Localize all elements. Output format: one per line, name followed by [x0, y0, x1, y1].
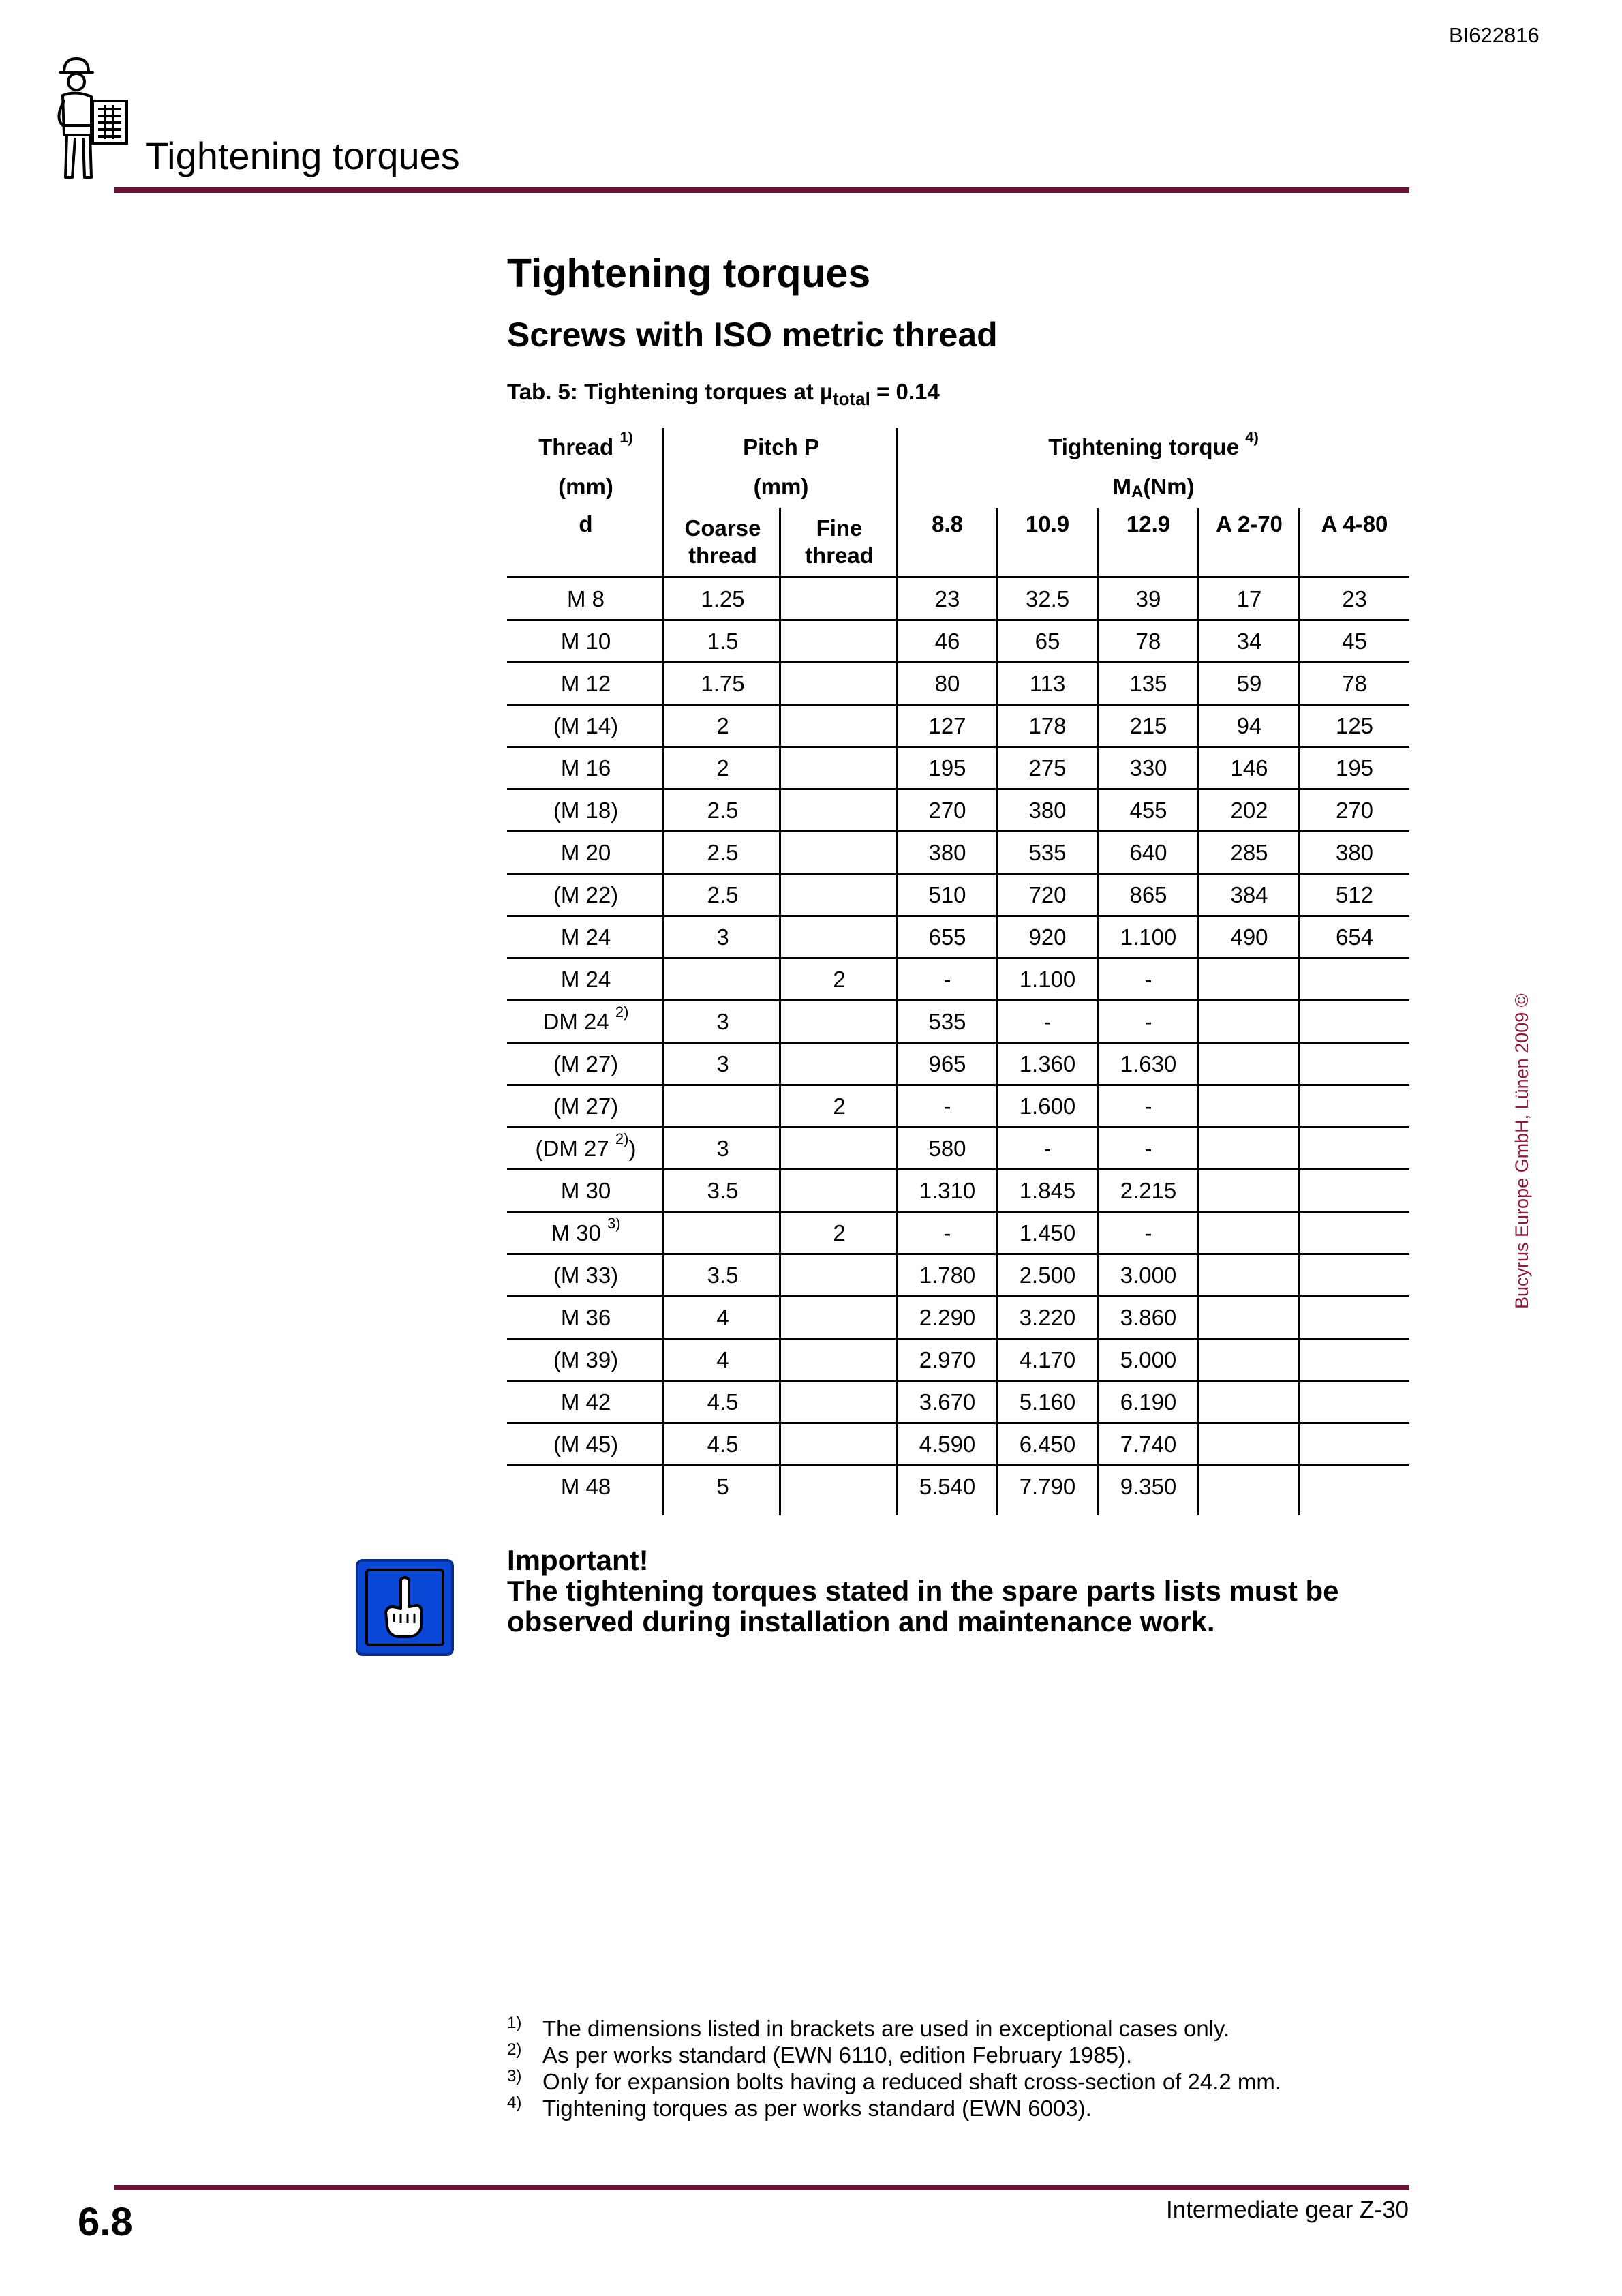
cell-grade-a4-80 [1300, 1128, 1409, 1170]
cell-grade-8-8: 655 [928, 924, 966, 950]
thread-note: 3) [607, 1215, 621, 1232]
cell-thread [507, 705, 664, 747]
cell-grade-a2-70: 17 [1236, 586, 1262, 611]
cell-grade-12-9: 1.630 [1120, 1051, 1177, 1076]
thread-size: M 10 [560, 629, 611, 654]
cell-grade-10-9: 1.450 [1019, 1220, 1076, 1245]
cell-thread [507, 1297, 664, 1339]
cell-coarse: 2 [716, 713, 729, 738]
header-pitch-unit: (mm) [753, 474, 809, 499]
cell-grade-a4-80 [1300, 1423, 1409, 1466]
cell-grade-12-9: - [1144, 967, 1152, 992]
cell-grade-12-9: 78 [1135, 629, 1161, 654]
footnote-text: The dimensions listed in brackets are used in exceptional cases only. [542, 2016, 1230, 2041]
cell-grade-a4-80 [1300, 1043, 1409, 1085]
cell-thread [507, 789, 664, 832]
cell-fine [781, 1043, 898, 1085]
footnote [507, 2068, 1281, 2095]
cell-coarse: 3 [716, 1051, 729, 1076]
thread-size: (M 14) [553, 713, 619, 738]
cell-grade-10-9: 113 [1029, 671, 1066, 696]
cell-coarse: 4 [716, 1347, 729, 1372]
cell-fine [781, 1170, 898, 1212]
cell-fine [781, 916, 898, 958]
cell-grade-a2-70 [1199, 1466, 1300, 1508]
caption-suffix: = 0.14 [870, 379, 940, 404]
cell-coarse: 2.5 [707, 840, 739, 865]
page-number: 6.8 [78, 2200, 133, 2244]
cell-grade-8-8: 535 [928, 1009, 966, 1034]
cell-coarse [664, 958, 781, 1001]
thread-size: (M 18) [553, 798, 619, 823]
cell-grade-12-9: - [1144, 1093, 1152, 1119]
cell-grade-10-9: 535 [1028, 840, 1067, 865]
cell-grade-8-8: 380 [928, 840, 966, 865]
footnote [507, 2095, 1281, 2121]
thread-size: (DM 27 [535, 1136, 609, 1161]
header-thread-label: Thread [538, 434, 614, 459]
header-grade-a4-80: A 4-80 [1321, 511, 1388, 537]
cell-grade-12-9: 3.860 [1120, 1305, 1177, 1330]
cell-grade-a2-70 [1199, 1043, 1300, 1085]
cell-grade-a2-70 [1199, 958, 1300, 1001]
cell-grade-a2-70: 59 [1236, 671, 1262, 696]
thread-size: M 24 [560, 924, 611, 950]
cell-grade-a2-70: 34 [1236, 629, 1262, 654]
cell-grade-12-9: 330 [1129, 755, 1167, 781]
cell-grade-a4-80: 23 [1342, 586, 1367, 611]
footnote-text: Tightening torques as per works standard (EWN 6003). [542, 2096, 1092, 2121]
thread-size: (M 27) [553, 1093, 619, 1119]
cell-grade-12-9: - [1144, 1220, 1152, 1245]
cell-grade-10-9: 178 [1028, 713, 1067, 738]
cell-fine [781, 1423, 898, 1466]
thread-size: (M 33) [553, 1263, 619, 1288]
cell-thread [507, 1128, 664, 1170]
cell-fine [781, 1297, 898, 1339]
cell-thread [507, 1254, 664, 1297]
cell-coarse: 4 [716, 1305, 729, 1330]
cell-grade-10-9: 3.220 [1019, 1305, 1076, 1330]
cell-coarse: 3.5 [707, 1263, 739, 1288]
cell-thread [507, 1381, 664, 1423]
cell-grade-a4-80 [1300, 1381, 1409, 1423]
thread-size: M 36 [560, 1305, 611, 1330]
thread-size: M 16 [560, 755, 611, 781]
cell-thread [507, 1466, 664, 1508]
page-title: Tightening torques [507, 251, 871, 296]
cell-fine [781, 1466, 898, 1508]
header-grade-8-8: 8.8 [932, 511, 963, 537]
thread-note: 2) [615, 1003, 629, 1021]
thread-size: M 30 [551, 1220, 601, 1245]
important-line-1: The tightening torques stated in the spare parts lists must be [507, 1575, 1339, 1607]
cell-grade-10-9: 720 [1028, 882, 1067, 907]
thread-note: 2) [615, 1130, 629, 1147]
cell-grade-10-9: 7.790 [1019, 1474, 1076, 1499]
cell-grade-8-8: 2.290 [919, 1305, 976, 1330]
cell-grade-a4-80: 45 [1342, 629, 1367, 654]
cell-grade-8-8: 195 [928, 755, 966, 781]
thread-size: M 8 [566, 586, 605, 611]
cell-grade-12-9: 135 [1129, 671, 1167, 696]
cell-grade-a2-70: 202 [1230, 798, 1268, 823]
cell-thread [507, 874, 664, 916]
cell-thread [507, 1423, 664, 1466]
section-subtitle: Screws with ISO metric thread [507, 316, 998, 354]
cell-grade-a4-80: 654 [1335, 924, 1374, 950]
thread-size: M 42 [560, 1389, 611, 1415]
cell-grade-8-8: 23 [934, 586, 960, 611]
cell-grade-10-9: 380 [1028, 798, 1067, 823]
important-note [507, 1545, 1339, 1637]
cell-grade-a2-70: 384 [1230, 882, 1268, 907]
cell-grade-10-9: 1.100 [1019, 967, 1076, 992]
caption-subscript: total [832, 389, 870, 409]
cell-grade-8-8: - [943, 967, 951, 992]
thread-size: M 30 [560, 1178, 611, 1203]
cell-fine [781, 1001, 898, 1043]
header-thread-note: 1) [619, 428, 633, 446]
cell-grade-10-9: 32.5 [1025, 586, 1070, 611]
cell-thread [507, 1170, 664, 1212]
footnote-mark: 4) [507, 2094, 522, 2112]
thread-close: ) [628, 1136, 637, 1161]
footer-rule [114, 2185, 1409, 2190]
cell-grade-a2-70 [1199, 1381, 1300, 1423]
thread-size: DM 24 [542, 1009, 609, 1034]
header-grade-a2-70: A 2-70 [1216, 511, 1283, 537]
header-thread [507, 428, 664, 466]
cell-grade-10-9: 1.845 [1019, 1178, 1076, 1203]
cell-grade-a4-80 [1300, 1212, 1409, 1254]
important-heading: Important! [507, 1544, 649, 1576]
cell-fine [781, 620, 898, 663]
cell-grade-a4-80: 380 [1335, 840, 1374, 865]
cell-fine [781, 832, 898, 874]
cell-grade-a2-70: 146 [1230, 755, 1268, 781]
cell-thread [507, 1001, 664, 1043]
cell-grade-8-8: 1.310 [919, 1178, 976, 1203]
thread-size: M 20 [560, 840, 611, 865]
thread-size: M 48 [560, 1474, 611, 1499]
cell-grade-10-9: 2.500 [1019, 1263, 1076, 1288]
important-line-2: observed during installation and maintenance work. [507, 1605, 1215, 1637]
cell-grade-10-9: 275 [1028, 755, 1067, 781]
header-grade-10-9: 10.9 [1025, 511, 1070, 537]
header-fine: Fine thread [805, 515, 874, 568]
footer-label: Intermediate gear Z-30 [1166, 2196, 1409, 2223]
cell-thread [507, 1085, 664, 1128]
footnote-mark: 2) [507, 2040, 522, 2059]
cell-grade-a4-80: 270 [1335, 798, 1374, 823]
cell-thread [507, 1043, 664, 1085]
cell-grade-a2-70 [1199, 1085, 1300, 1128]
cell-thread [507, 1339, 664, 1381]
cell-grade-8-8: 270 [928, 798, 966, 823]
cell-coarse: 3 [716, 1136, 729, 1161]
cell-grade-12-9: 5.000 [1120, 1347, 1177, 1372]
cell-fine: 2 [833, 967, 846, 992]
cell-grade-a4-80 [1300, 958, 1409, 1001]
cell-grade-12-9: 6.190 [1120, 1389, 1177, 1415]
footnote-text: As per works standard (EWN 6110, edition February 1985). [542, 2042, 1133, 2068]
worker-with-clipboard-icon [49, 53, 134, 183]
cell-coarse: 4.5 [707, 1389, 739, 1415]
cell-grade-8-8: 3.670 [919, 1389, 976, 1415]
cell-coarse: 3 [716, 1009, 729, 1034]
header-grade-12-9: 12.9 [1126, 511, 1171, 537]
cell-grade-a4-80: 195 [1335, 755, 1374, 781]
cell-grade-12-9: 2.215 [1120, 1178, 1177, 1203]
cell-grade-8-8: 510 [928, 882, 966, 907]
cell-grade-12-9: 455 [1129, 798, 1167, 823]
cell-grade-a2-70 [1199, 1423, 1300, 1466]
cell-grade-a4-80 [1300, 1254, 1409, 1297]
header-title: Tightening torques [145, 134, 460, 177]
cell-grade-12-9: 215 [1129, 713, 1167, 738]
pointing-hand-icon [356, 1559, 454, 1656]
footnote [507, 2042, 1281, 2068]
footnote-mark: 3) [507, 2067, 522, 2085]
cell-grade-8-8: 2.970 [919, 1347, 976, 1372]
thread-size: (M 45) [553, 1432, 619, 1457]
cell-grade-12-9: 640 [1129, 840, 1167, 865]
cell-grade-8-8: 46 [934, 629, 960, 654]
cell-grade-8-8: - [943, 1220, 951, 1245]
cell-grade-12-9: 865 [1129, 882, 1167, 907]
cell-grade-a2-70 [1199, 1212, 1300, 1254]
cell-grade-8-8: 127 [928, 713, 966, 738]
cell-thread [507, 832, 664, 874]
copyright-notice: Bucyrus Europe GmbH, Lünen 2009 © [1512, 993, 1532, 1309]
cell-thread [507, 747, 664, 789]
cell-fine: 2 [833, 1093, 846, 1119]
header-torque [898, 428, 1409, 466]
cell-thread [507, 620, 664, 663]
cell-grade-a4-80 [1300, 1085, 1409, 1128]
header-torque-symbol [898, 466, 1409, 508]
cell-coarse: 5 [716, 1474, 729, 1499]
cell-grade-a4-80 [1300, 1339, 1409, 1381]
cell-grade-a2-70 [1199, 1001, 1300, 1043]
cell-fine [781, 874, 898, 916]
cell-grade-8-8: 580 [928, 1136, 966, 1161]
cell-grade-a4-80: 78 [1342, 671, 1367, 696]
cell-coarse: 1.75 [701, 671, 745, 696]
cell-coarse: 2 [716, 755, 729, 781]
cell-grade-12-9: 39 [1135, 586, 1161, 611]
cell-coarse [664, 1085, 781, 1128]
cell-fine [781, 789, 898, 832]
cell-grade-a2-70 [1199, 1339, 1300, 1381]
mu-symbol: µ [819, 379, 833, 404]
cell-grade-12-9: 1.100 [1120, 924, 1177, 950]
cell-grade-12-9: - [1144, 1009, 1152, 1034]
cell-coarse: 2.5 [707, 882, 739, 907]
header-torque-label: Tightening torque [1048, 434, 1240, 459]
cell-coarse: 1.5 [707, 629, 739, 654]
cell-grade-10-9: 5.160 [1019, 1389, 1076, 1415]
cell-grade-a2-70: 490 [1230, 924, 1268, 950]
cell-coarse: 1.25 [701, 586, 745, 611]
cell-coarse: 3 [716, 924, 729, 950]
cell-grade-a4-80 [1300, 1170, 1409, 1212]
cell-grade-8-8: 80 [934, 671, 960, 696]
cell-grade-12-9: 3.000 [1120, 1263, 1177, 1288]
cell-coarse: 4.5 [707, 1432, 739, 1457]
document-id: BI622816 [1449, 23, 1540, 47]
footnote-text: Only for expansion bolts having a reduced shaft cross-section of 24.2 mm. [542, 2069, 1282, 2094]
torque-symbol-sub: A [1131, 483, 1144, 501]
cell-coarse [664, 1212, 781, 1254]
cell-thread [507, 916, 664, 958]
cell-fine [781, 663, 898, 705]
torque-symbol-main: M [1112, 474, 1131, 499]
cell-grade-8-8: - [943, 1093, 951, 1119]
cell-grade-10-9: 65 [1035, 629, 1060, 654]
cell-grade-10-9: 1.360 [1019, 1051, 1076, 1076]
cell-grade-a4-80: 512 [1335, 882, 1374, 907]
cell-thread [507, 958, 664, 1001]
cell-grade-a2-70 [1199, 1170, 1300, 1212]
cell-fine [781, 1254, 898, 1297]
cell-grade-a2-70 [1199, 1297, 1300, 1339]
cell-grade-a4-80 [1300, 1466, 1409, 1508]
footnote-mark: 1) [507, 2014, 522, 2032]
cell-thread [507, 663, 664, 705]
cell-grade-10-9: 4.170 [1019, 1347, 1076, 1372]
cell-grade-12-9: 9.350 [1120, 1474, 1177, 1499]
header-pitch: Pitch P [743, 434, 819, 459]
cell-fine: 2 [833, 1220, 846, 1245]
header-thread-symbol: d [579, 511, 593, 537]
cell-coarse: 3.5 [707, 1178, 739, 1203]
cell-grade-a2-70: 285 [1230, 840, 1268, 865]
cell-thread [507, 578, 664, 620]
cell-fine [781, 1339, 898, 1381]
cell-fine [781, 705, 898, 747]
cell-grade-8-8: 4.590 [919, 1432, 976, 1457]
thread-size: M 24 [560, 967, 611, 992]
cell-grade-a2-70: 94 [1236, 713, 1262, 738]
cell-grade-a2-70 [1199, 1128, 1300, 1170]
cell-fine [781, 747, 898, 789]
cell-grade-a2-70 [1199, 1254, 1300, 1297]
cell-grade-12-9: 7.740 [1120, 1432, 1177, 1457]
header-torque-note: 4) [1245, 428, 1259, 446]
cell-thread [507, 1212, 664, 1254]
thread-size: (M 22) [553, 882, 619, 907]
thread-size: (M 39) [553, 1347, 619, 1372]
cell-fine [781, 578, 898, 620]
cell-grade-10-9: 920 [1028, 924, 1067, 950]
cell-grade-a4-80 [1300, 1297, 1409, 1339]
thread-size: M 12 [560, 671, 611, 696]
header-coarse: Coarse thread [684, 515, 761, 568]
table-caption [507, 379, 940, 409]
header-rule [114, 187, 1409, 193]
cell-grade-a4-80 [1300, 1001, 1409, 1043]
cell-grade-8-8: 5.540 [919, 1474, 976, 1499]
caption-prefix: Tab. 5: Tightening torques at [507, 379, 820, 404]
cell-coarse: 2.5 [707, 798, 739, 823]
header-thread-unit: (mm) [558, 474, 613, 499]
cell-grade-10-9: - [1043, 1009, 1052, 1034]
thread-size: (M 27) [553, 1051, 619, 1076]
cell-fine [781, 1128, 898, 1170]
cell-grade-8-8: 1.780 [919, 1263, 976, 1288]
cell-grade-10-9: 1.600 [1019, 1093, 1076, 1119]
cell-grade-10-9: - [1043, 1136, 1052, 1161]
torque-symbol-unit: (Nm) [1143, 474, 1195, 499]
cell-grade-8-8: 965 [928, 1051, 966, 1076]
footnotes [507, 2015, 1281, 2121]
footnote [507, 2015, 1281, 2042]
cell-grade-a4-80: 125 [1335, 713, 1374, 738]
cell-fine [781, 1381, 898, 1423]
cell-grade-10-9: 6.450 [1019, 1432, 1076, 1457]
cell-grade-12-9: - [1144, 1136, 1152, 1161]
torque-table [507, 428, 1409, 1515]
